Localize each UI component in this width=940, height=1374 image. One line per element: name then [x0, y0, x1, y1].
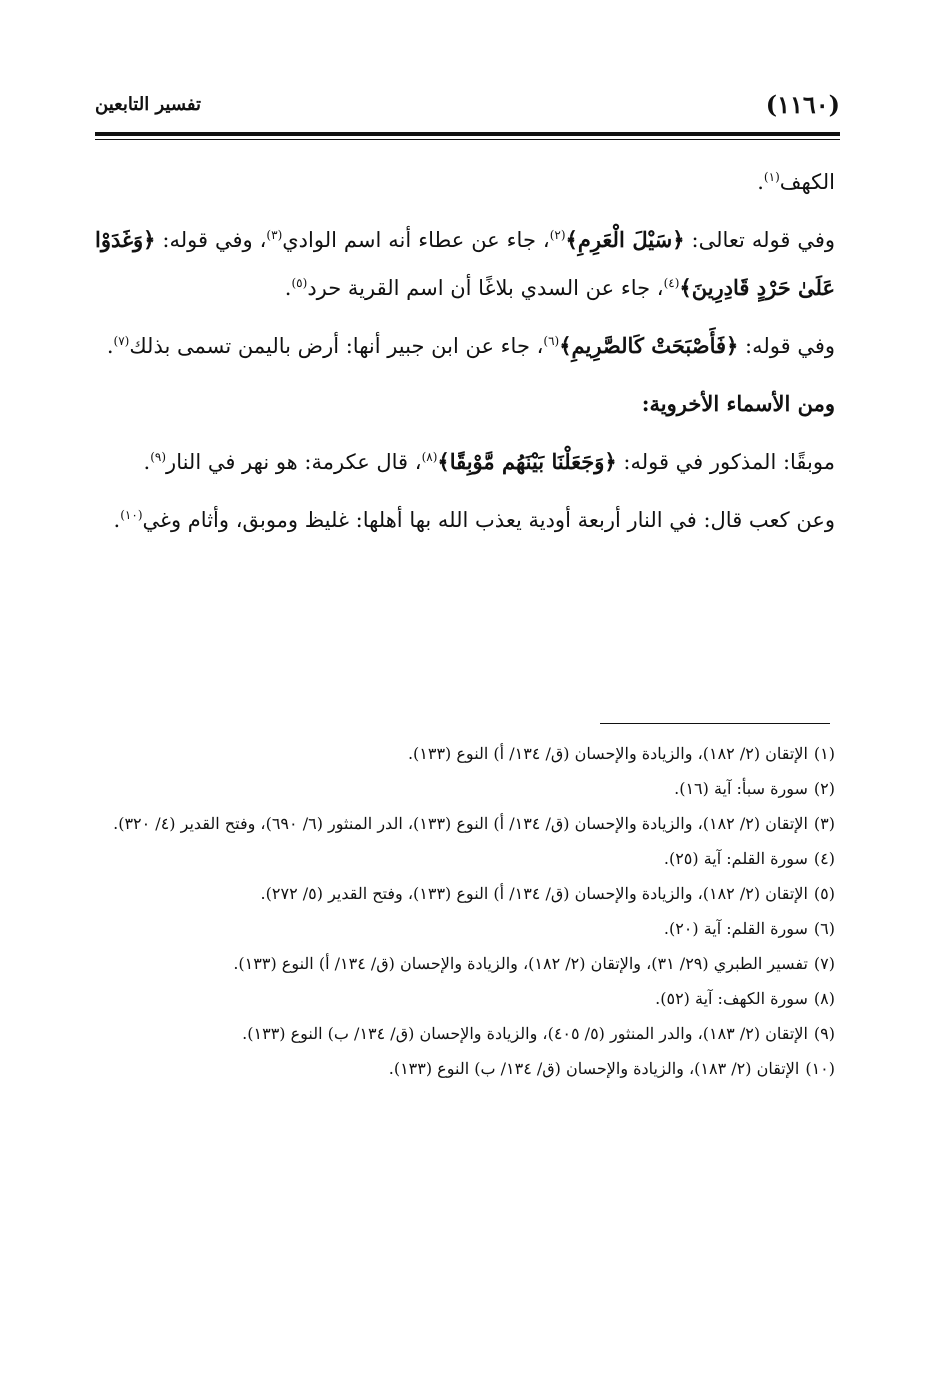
footnote-text: الإتقان (٢/ ١٨٢)، والزيادة والإحسان (ق/ ١٣٤/ أ) النوع (١٣٣). — [407, 744, 808, 763]
footnote — [95, 913, 835, 944]
paragraph: موبقًا: المذكور في قوله: ﴿وَجَعَلْنَا بَيْنَهُم مَّوْبِقًا﴾$^{(٨)}$، قال عكرمة: هو نهر في النار$^{(٩)}$. — [143, 449, 835, 474]
footnote-text: سورة سبأ: آية (١٦). — [674, 779, 808, 798]
footnote-ref: (٤) — [663, 276, 680, 290]
footnote-number: (٢) — [813, 779, 835, 798]
footnote-text: الإتقان (٢/ ١٨٢)، والزيادة والإحسان (ق/ ١٣٤/ أ) النوع (١٣٣)، وفتح القدير (٥/ ٢٧٢). — [260, 884, 808, 903]
footnote-ref: (٣) — [266, 228, 283, 242]
footnote-text: سورة القلم: آية (٢٠). — [663, 919, 808, 938]
footnote-text: تفسير الطبري (٢٩/ ٣١)، والإتقان (٢/ ١٨٢)، والزيادة والإحسان (ق/ ١٣٤/ أ) النوع (١٣٣). — [233, 954, 808, 973]
footnote-separator — [600, 723, 830, 724]
footnote-number: (٨) — [813, 989, 835, 1008]
footnote — [95, 1018, 835, 1049]
quran-verse: ﴿وَجَعَلْنَا بَيْنَهُم مَّوْبِقًا﴾ — [437, 449, 617, 474]
footnote-number: (١٠) — [805, 1059, 835, 1078]
footnote-ref: (٢) — [549, 228, 566, 242]
paragraph: وعن كعب قال: في النار أربعة أودية يعذب الله بها أهلها: غليظ وموبق، وأثام وغي$^{(١٠)}$. — [113, 508, 835, 532]
footnote — [95, 983, 835, 1014]
book-title: تفسير التابعين — [95, 94, 202, 115]
quran-verse: ﴿سَيْلَ الْعَرِمِ﴾ — [565, 227, 685, 252]
page-header — [95, 86, 840, 130]
page-number: (١١٦٠) — [765, 90, 840, 119]
footnote-text: سورة القلم: آية (٢٥). — [663, 849, 808, 868]
footnote — [95, 1053, 835, 1084]
footnote-number: (٦) — [813, 919, 835, 938]
footnote-text: سورة الكهف: آية (٥٢). — [655, 989, 808, 1008]
footnote-ref: (١) — [763, 170, 780, 184]
footnote — [95, 878, 835, 909]
footnote — [95, 948, 835, 979]
footnote — [95, 808, 835, 839]
section-heading: ومن الأسماء الأخروية: — [641, 391, 835, 416]
footnote — [95, 843, 835, 874]
header-rule-thin — [95, 139, 840, 140]
footnote-number: (٤) — [813, 849, 835, 868]
footnote-ref: (٥) — [291, 276, 308, 290]
quran-verse: ﴿وَغَدَوْا عَلَىٰ حَرْدٍ قَادِرِينَ﴾ — [95, 227, 835, 300]
quran-verse: ﴿فَأَصْبَحَتْ كَالصَّرِيمِ﴾ — [559, 333, 739, 358]
footnote — [95, 773, 835, 804]
footnote-number: (٥) — [813, 884, 835, 903]
footnote-ref: (١٠) — [120, 508, 143, 522]
header-rule-thick — [95, 132, 840, 136]
main-text — [95, 158, 835, 554]
footnote-number: (٣) — [813, 814, 835, 833]
footnote-number: (٧) — [813, 954, 835, 973]
footnote-text: الإتقان (٢/ ١٨٣)، والدر المنثور (٥/ ٤٠٥)، والزيادة والإحسان (ق/ ١٣٤/ ب) النوع (١٣٣). — [242, 1024, 808, 1043]
footnote-ref: (٩) — [150, 450, 167, 464]
footnote-ref: (٦) — [543, 334, 560, 348]
paragraph: وفي قوله: ﴿فَأَصْبَحَتْ كَالصَّرِيمِ﴾$^{(٦)}$، جاء عن ابن جبير أنها: أرض باليمن تسمى بذلك$^{(٧)}$. — [106, 333, 835, 358]
footnote-number: (٩) — [813, 1024, 835, 1043]
paragraph: الكهف$^{(١)}$. — [757, 170, 835, 194]
footnote-number: (١) — [813, 744, 835, 763]
footnote — [95, 738, 835, 769]
footnote-ref: (٨) — [421, 450, 438, 464]
paragraph: وفي قوله تعالى: ﴿سَيْلَ الْعَرِمِ﴾$^{(٢)}$، جاء عن عطاء أنه اسم الوادي$^{(٣)}$، وفي قوله: ﴿وَغَدَوْا عَلَىٰ حَرْدٍ قَادِرِينَ﴾$^{(٤)}$، جاء عن السدي بلاغًا أن اسم القرية حرد$^{(٥)}$. — [95, 227, 836, 300]
footnotes — [95, 738, 835, 1088]
footnote-ref: (٧) — [113, 334, 130, 348]
footnote-text: الإتقان (٢/ ١٨٣)، والزيادة والإحسان (ق/ ١٣٤/ ب) النوع (١٣٣). — [388, 1059, 800, 1078]
footnote-text: الإتقان (٢/ ١٨٢)، والزيادة والإحسان (ق/ ١٣٤/ أ) النوع (١٣٣)، الدر المنثور (٦/ ٦٩٠)، وفتح القدير (٤/ ٣٢٠). — [113, 814, 808, 833]
